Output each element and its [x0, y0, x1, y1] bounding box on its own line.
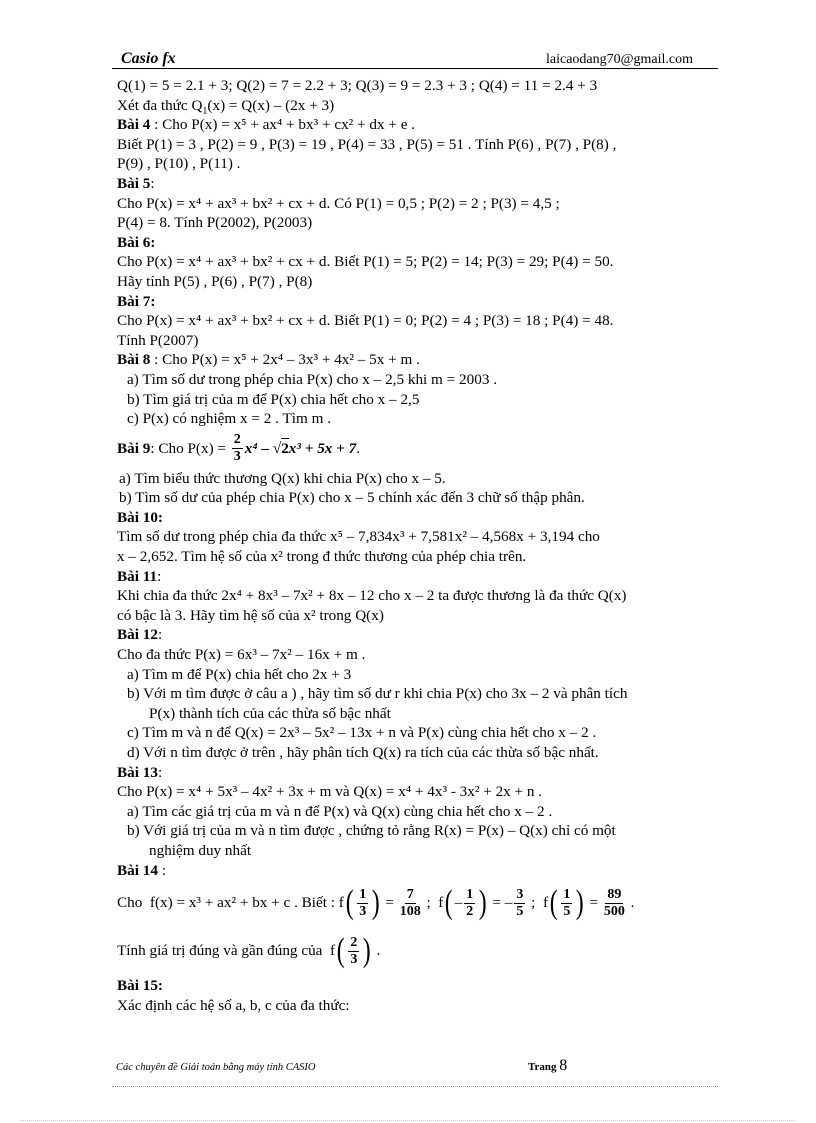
paren-left: ( — [336, 932, 345, 970]
text-span: Tính giá trị đúng và gần đúng của f — [117, 942, 336, 960]
exercise-title: Bài 6: — [117, 233, 156, 251]
paren-right: ) — [576, 884, 585, 922]
text-span: : Cho P(x) = x⁵ + 2x⁴ – 3x³ + 4x² – 5x + m . — [150, 351, 420, 369]
exercise-title: Bài 9 — [117, 439, 151, 457]
denominator: 108 — [399, 903, 421, 919]
text-line — [117, 96, 717, 116]
list-item: c) Tìm m và n để Q(x) = 2x³ – 5x² – 13x + n và P(x) cùng chia hết cho x – 2 . — [127, 724, 597, 742]
exercise-5 — [117, 174, 717, 194]
list-item: c) P(x) có nghiệm x = 2 . Tìm m . — [127, 410, 332, 428]
sqrt-symbol: √ — [272, 439, 282, 457]
page-number-value: 8 — [559, 1057, 568, 1074]
paren-left: ( — [345, 884, 354, 922]
text-span: = — [585, 894, 602, 912]
text-span: . — [372, 942, 381, 960]
paren-right: ) — [371, 884, 380, 922]
text-span: = – — [488, 894, 513, 912]
header-email: laicaodang70@gmail.com — [546, 52, 694, 67]
text-line: P(9) , P(10) , P(11) . — [117, 155, 241, 173]
text-line: P(4) = 8. Tính P(2002), P(2003) — [117, 214, 313, 232]
exercise-title: Bài 7: — [117, 292, 156, 310]
fraction — [604, 887, 625, 920]
sign: – — [454, 894, 463, 912]
text-span: . — [626, 894, 635, 912]
denominator: 5 — [563, 903, 571, 919]
fraction — [561, 887, 572, 920]
page-label: Trang — [528, 1061, 560, 1073]
exercise-11 — [117, 567, 717, 587]
page-content — [117, 76, 717, 1015]
text-span: Cho f(x) = x³ + ax² + bx + c . Biết : f — [117, 894, 344, 912]
exercise-title: Bài 4 — [117, 116, 151, 134]
text-span: : Cho P(x) = — [150, 439, 230, 457]
footer-title: Các chuyên đề Giải toán bằng máy tính CASIO — [116, 1062, 316, 1073]
list-item: a) Tìm số dư trong phép chia P(x) cho x – 2,5 khi m = 2003 . — [127, 370, 498, 388]
paren-right: ) — [478, 884, 487, 922]
text-span: = — [381, 894, 398, 912]
list-item: P(x) thành tích của các thừa số bậc nhất — [149, 704, 391, 722]
exercise-13 — [117, 763, 717, 783]
paren-right: ) — [363, 932, 372, 970]
text-line: Cho P(x) = x⁴ + 5x³ – 4x² + 3x + m và Q(x) = x⁴ + 4x³ - 3x² + 2x + n . — [117, 783, 543, 801]
text-span: : — [150, 174, 155, 192]
numerator: 1 — [466, 886, 474, 902]
numerator: 7 — [406, 886, 414, 902]
text-line: Khi chia đa thức 2x⁴ + 8x³ – 7x² + 8x – 12 cho x – 2 ta được thương là đa thức Q(x) — [117, 587, 627, 605]
numerator: 1 — [359, 886, 367, 902]
text-line: Biết P(1) = 3 , P(2) = 9 , P(3) = 19 , P(4) = 33 , P(5) = 51 . Tính P(6) , P(7) , P(8) , — [117, 135, 617, 153]
text-span: : — [157, 626, 163, 644]
text-span: ; f — [527, 894, 549, 912]
list-item: a) Tìm các giá trị của m và n để P(x) và Q(x) cùng chia hết cho x – 2 . — [127, 802, 553, 820]
header-divider — [112, 68, 718, 69]
paren-left: ( — [445, 884, 453, 922]
text-span: : — [157, 763, 163, 781]
header-title: Casio fx — [121, 50, 176, 67]
fraction — [400, 887, 421, 920]
exercise-9 — [117, 429, 717, 469]
list-item: b) Với giá trị của m và n tìm được , chứng tỏ rằng R(x) = P(x) – Q(x) chỉ có một — [127, 822, 616, 840]
text-span: (x) = Q(x) – (2x + 3) — [207, 96, 335, 114]
text-span: : — [157, 861, 166, 879]
fraction — [232, 432, 243, 465]
exercise-8 — [117, 350, 717, 370]
text-line: x – 2,652. Tìm hệ số của x² trong đ thức thương của phép chia trên. — [117, 548, 527, 566]
denominator: 3 — [350, 951, 358, 967]
exercise-14 — [117, 861, 717, 881]
formula-line — [117, 926, 717, 976]
text-line: Q(1) = 5 = 2.1 + 3; Q(2) = 7 = 2.2 + 3; Q(3) = 9 = 2.3 + 3 ; Q(4) = 11 = 2.4 + 3 — [117, 77, 598, 94]
denominator: 5 — [516, 903, 524, 919]
exercise-title: Bài 13 — [117, 763, 158, 781]
text-span: Xét đa thức Q — [117, 96, 203, 114]
text-line: Hãy tính P(5) , P(6) , P(7) , P(8) — [117, 272, 313, 290]
text-span: . — [356, 439, 361, 457]
text-line: Cho P(x) = x⁴ + ax³ + bx² + cx + d. Có P(1) = 0,5 ; P(2) = 2 ; P(3) = 4,5 ; — [117, 194, 560, 212]
fraction — [357, 887, 368, 920]
text-line: Cho P(x) = x⁴ + ax³ + bx² + cx + d. Biết P(1) = 0; P(2) = 4 ; P(3) = 18 ; P(4) = 48. — [117, 312, 614, 330]
paren-left: ( — [549, 884, 558, 922]
numerator: 2 — [350, 934, 358, 950]
denominator: 3 — [359, 903, 367, 919]
denominator: 2 — [466, 903, 474, 919]
formula-part: x³ + 5x + 7 — [288, 439, 357, 457]
list-item: nghiệm duy nhất — [149, 841, 252, 859]
page-number — [528, 1057, 567, 1075]
exercise-title: Bài 15: — [117, 977, 163, 995]
exercise-title: Bài 10: — [117, 508, 163, 526]
denominator: 500 — [603, 903, 625, 919]
exercise-title: Bài 12 — [117, 626, 158, 644]
text-line: Cho P(x) = x⁴ + ax³ + bx² + cx + d. Biết P(1) = 5; P(2) = 14; P(3) = 29; P(4) = 50. — [117, 253, 614, 271]
list-item: b) Tìm số dư của phép chia P(x) cho x – 5 chính xác đến 3 chữ số thập phân. — [119, 489, 585, 507]
exercise-title: Bài 11 — [117, 567, 158, 585]
list-item: a) Tìm m để P(x) chia hết cho 2x + 3 — [127, 665, 352, 683]
text-line: Tính P(2007) — [117, 331, 199, 349]
fraction — [348, 935, 359, 968]
list-item: b) Với m tìm được ở câu a ) , hãy tìm số dư r khi chia P(x) cho 3x – 2 và phân tích — [127, 685, 628, 703]
footer-divider — [112, 1086, 718, 1087]
exercise-12 — [117, 625, 717, 645]
fraction — [514, 887, 525, 920]
radicand: 2 — [281, 440, 289, 458]
exercise-title: Bài 8 — [117, 351, 151, 369]
exercise-title: Bài 5 — [117, 174, 151, 192]
text-span: : — [157, 567, 162, 585]
text-line: có bậc là 3. Hãy tìm hệ số của x² trong Q(x) — [117, 606, 384, 624]
numerator: 89 — [607, 886, 622, 902]
numerator: 3 — [516, 886, 524, 902]
page-edge — [20, 1120, 796, 1121]
list-item: d) Với n tìm được ở trên , hãy phân tích Q(x) ra tích của các thừa số bậc nhất. — [127, 744, 599, 761]
text-line: Cho đa thức P(x) = 6x³ – 7x² – 16x + m . — [117, 646, 366, 664]
list-item: a) Tìm biểu thức thương Q(x) khi chia P(x) cho x – 5. — [119, 469, 446, 487]
text-span: : Cho P(x) = x⁵ + ax⁴ + bx³ + cx² + dx + e . — [150, 116, 416, 134]
text-line: Tìm số dư trong phép chia đa thức x⁵ – 7,834x³ + 7,581x² – 4,568x + 3,194 cho — [117, 528, 600, 546]
exercise-title: Bài 14 — [117, 861, 158, 879]
fraction — [464, 887, 475, 920]
formula-line — [117, 880, 717, 926]
numerator: 2 — [233, 432, 241, 448]
denominator: 3 — [233, 449, 241, 465]
exercise-4 — [117, 115, 717, 135]
numerator: 1 — [563, 886, 571, 902]
text-line: Xác định các hệ số a, b, c của đa thức: — [117, 996, 350, 1014]
formula-part: x⁴ – — [244, 439, 273, 457]
list-item: b) Tìm giá trị của m để P(x) chia hết cho x – 2,5 — [127, 390, 420, 408]
subscript: 1 — [202, 105, 208, 117]
text-span: ; f — [422, 894, 444, 912]
